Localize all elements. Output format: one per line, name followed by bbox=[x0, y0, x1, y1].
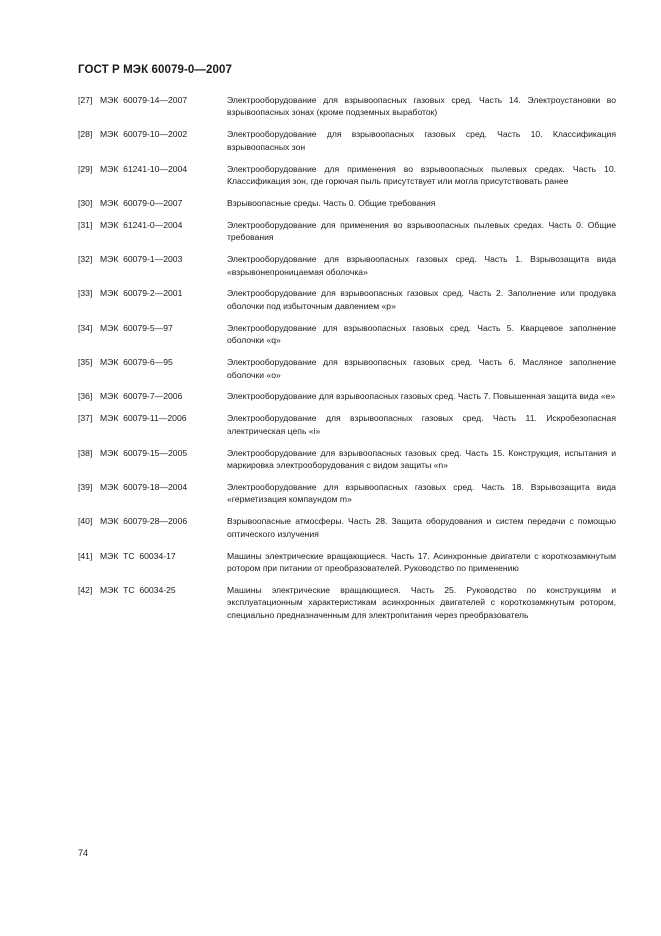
standard-code: МЭК 60079-2—2001 bbox=[100, 288, 183, 299]
standard-title: Электрооборудование для взрывоопасных газовых сред. Часть 11. Искробезопасная электрическая цепь «i» bbox=[227, 413, 616, 436]
reference-number: [37] bbox=[78, 413, 93, 424]
bibliography-item bbox=[78, 550, 616, 575]
standard-title: Электрооборудование для взрывоопасных газовых сред. Часть 2. Заполнение или продувка оболочки под избыточным давлением «р» bbox=[227, 288, 616, 311]
bibliography-item bbox=[78, 197, 616, 209]
standard-title: Электрооборудование для взрывоопасных газовых сред. Часть 14. Электроустановки во взрывоопасных зонах (кроме подземных выработок) bbox=[227, 95, 616, 118]
reference-number: [42] bbox=[78, 584, 93, 595]
page-number: 74 bbox=[78, 848, 89, 858]
reference-number: [29] bbox=[78, 163, 93, 174]
reference-number: [28] bbox=[78, 129, 93, 140]
page-title: ГОСТ Р МЭК 60079-0—2007 bbox=[78, 64, 232, 76]
standard-title: Электрооборудование для взрывоопасных газовых сред. Часть 18. Взрывозащита вида «герметизация компаундом m» bbox=[227, 481, 616, 505]
standard-code: МЭК 60079-28—2006 bbox=[100, 516, 188, 527]
bibliography-item bbox=[78, 253, 616, 278]
standard-code: МЭК 60079-6—95 bbox=[100, 357, 173, 368]
standard-title: Электрооборудование для взрывоопасных газовых сред. Часть 7. Повышенная защита вида «е» bbox=[227, 391, 616, 402]
standard-code: МЭК 60079-0—2007 bbox=[100, 197, 183, 208]
standard-code: МЭК 60079-7—2006 bbox=[100, 391, 183, 402]
standard-title: Электрооборудование для взрывоопасных газовых сред. Часть 1. Взрывозащита вида «взрывонепроницаемая оболочка» bbox=[227, 254, 616, 277]
reference-number: [35] bbox=[78, 357, 93, 368]
bibliography-item bbox=[78, 584, 616, 621]
bibliography-list bbox=[78, 94, 616, 631]
reference-number: [39] bbox=[78, 481, 93, 492]
bibliography-item bbox=[78, 447, 616, 472]
bibliography-item bbox=[78, 287, 616, 312]
standard-code: МЭК 60079-14—2007 bbox=[100, 95, 188, 105]
standard-title: Электрооборудование для взрывоопасных газовых сред. Часть 15. Конструкция, испытания и маркировка электрооборудования с видом защиты «n» bbox=[227, 447, 616, 471]
bibliography-item bbox=[78, 128, 616, 153]
reference-number: [41] bbox=[78, 550, 93, 561]
standard-code: МЭК 60079-10—2002 bbox=[100, 129, 188, 140]
bibliography-item bbox=[78, 481, 616, 506]
bibliography-item bbox=[78, 390, 616, 402]
standard-code: МЭК 61241-10—2004 bbox=[100, 163, 188, 174]
reference-number: [31] bbox=[78, 219, 93, 230]
bibliography-item bbox=[78, 515, 616, 540]
standard-code: МЭК 60079-1—2003 bbox=[100, 254, 183, 265]
reference-number: [36] bbox=[78, 391, 93, 402]
reference-number: [32] bbox=[78, 254, 93, 265]
reference-number: [34] bbox=[78, 322, 93, 333]
bibliography-item bbox=[78, 412, 616, 437]
standard-code: МЭК ТС 60034-17 bbox=[100, 550, 176, 561]
standard-title: Электрооборудование для взрывоопасных газовых сред. Часть 6. Масляное заполнение оболочки «о» bbox=[227, 357, 616, 380]
bibliography-item bbox=[78, 163, 616, 188]
reference-number: [27] bbox=[78, 95, 93, 105]
standard-title: Взрывоопасные атмосферы. Часть 28. Защита оборудования и систем передачи с помощью оптического излучения bbox=[227, 516, 616, 539]
bibliography-item bbox=[78, 322, 616, 347]
standard-title: Электрооборудование для применения во взрывоопасных пылевых средах. Часть 0. Общие требования bbox=[227, 219, 616, 243]
bibliography-item bbox=[78, 219, 616, 244]
reference-number: [33] bbox=[78, 288, 93, 299]
standard-title: Электрооборудование для взрывоопасных газовых сред. Часть 5. Кварцевое заполнение оболочки «q» bbox=[227, 322, 616, 346]
standard-code: МЭК ТС 60034-25 bbox=[100, 584, 176, 595]
standard-title: Машины электрические вращающиеся. Часть 17. Асинхронные двигатели с короткозамкнутым ротором при питании от преобразователей. Руководство по применению bbox=[227, 550, 616, 573]
standard-title: Электрооборудование для взрывоопасных газовых сред. Часть 10. Классификация взрывоопасных зон bbox=[227, 129, 616, 152]
standard-title: Электрооборудование для применения во взрывоопасных пылевых средах. Часть 10. Классификация зон, где горючая пыль присутствует или могла присутствовать ранее bbox=[227, 163, 616, 187]
reference-number: [30] bbox=[78, 197, 93, 208]
bibliography-item bbox=[78, 356, 616, 381]
standard-code: МЭК 60079-5—97 bbox=[100, 322, 173, 333]
reference-number: [40] bbox=[78, 516, 93, 527]
standard-code: МЭК 60079-15—2005 bbox=[100, 447, 188, 458]
reference-number: [38] bbox=[78, 447, 93, 458]
standard-title: Взрывоопасные среды. Часть 0. Общие требования bbox=[227, 197, 436, 208]
standard-code: МЭК 61241-0—2004 bbox=[100, 219, 183, 230]
standard-title: Машины электрические вращающиеся. Часть 25. Руководство по конструкциям и эксплуатационным характеристикам асинхронных двигателей с короткозамкнутым ротором, специально предназначенным для электропитания через преобразователь bbox=[227, 584, 616, 620]
bibliography-item bbox=[78, 94, 616, 119]
standard-code: МЭК 60079-11—2006 bbox=[100, 413, 187, 424]
standard-code: МЭК 60079-18—2004 bbox=[100, 481, 188, 492]
